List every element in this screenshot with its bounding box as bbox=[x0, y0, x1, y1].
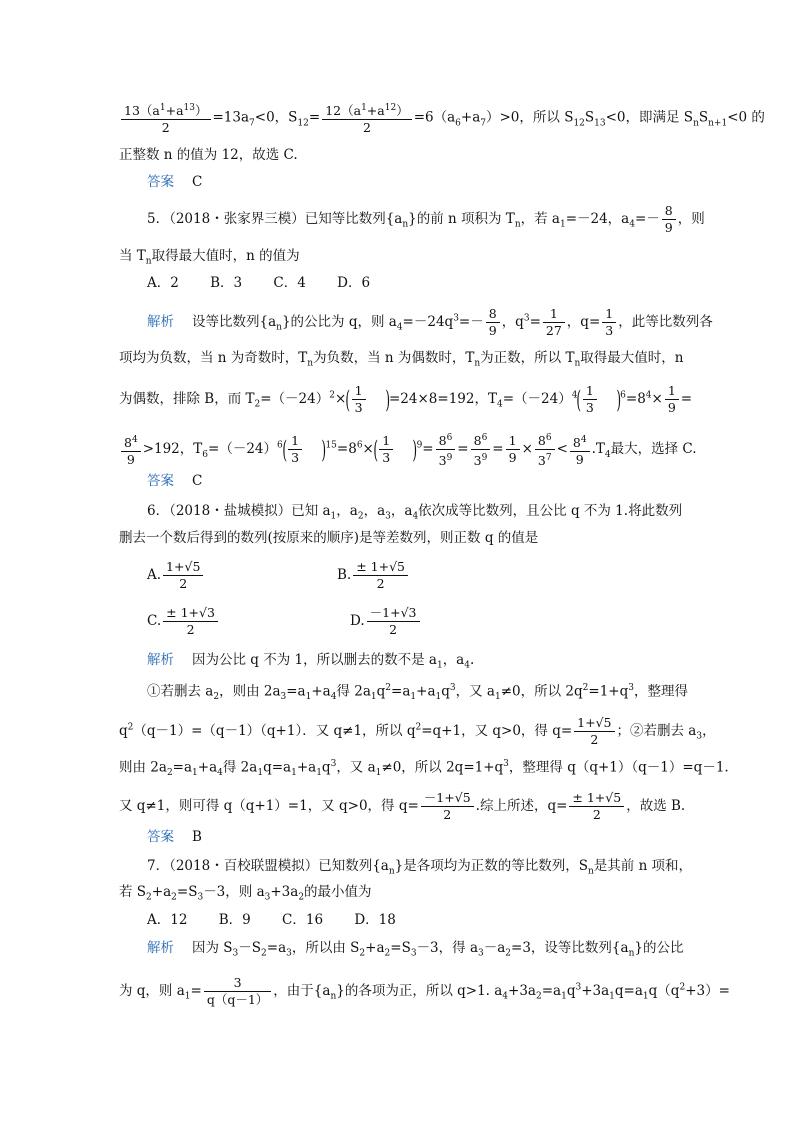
solution-5-line-2: 项均为负数，当 n 为奇数时，$T_n$为负数，当 n 为偶数时，$T_n$为正数，所以 $T_n$取得最大值时，n bbox=[119, 350, 684, 369]
fraction: $\frac{8^4}{9}$ bbox=[570, 432, 590, 468]
fraction: $\frac{8^6}{3^7}$ bbox=[535, 430, 555, 469]
solution-6-line-4: 则由 $2a_2=a_1+a_4$得 $2a_1q=a_1+a_1q^3$，又 $a_1\ne 0$，所以 $2q=1+q^3$，整理得 q（q+1）（q－1）=q－1. bbox=[119, 759, 729, 779]
fraction: $\frac{1+√5}{2}$ bbox=[574, 715, 614, 748]
question-5-line-1: 5．（2018・张家界三模）已知等比数列$\{a_n\}$的前 n 项积为 $T_n$，若 $a_1=-24$，$a_4=-$ $\frac{8}{9}$ ，则 bbox=[147, 203, 705, 235]
fraction: $\frac{1}{9}$ bbox=[665, 383, 679, 416]
explanation-label: 解析 bbox=[147, 652, 174, 668]
fraction: $\frac{-1+√5}{2}$ bbox=[421, 790, 474, 823]
fraction: $\frac{8}{9}$ bbox=[486, 306, 500, 339]
option-c: C. $\frac{\pm 1+√3}{2}$ bbox=[147, 605, 220, 638]
solution-5-line-1: 解析 设等比数列$\{a_n\}$的公比为 q，则 $a_4=-24q^3=-$ $\frac{8}{9}$ ，$q^3=$ $\frac{1}{27}$ ，q= $\frac{1}{3}$ ，此等比数列各 bbox=[147, 306, 713, 338]
solution-7-line-1: 解析 因为 $S_3-S_2=a_3$，所以由 $S_2+a_2=S_3-3$，得 $a_3-a_2=3$，设等比数列$\{a_n\}$的公比 bbox=[147, 940, 684, 959]
question-7-line-1: 7．（2018・百校联盟模拟）已知数列$\{a_n\}$是各项均为正数的等比数列，$S_n$是其前 n 项和， bbox=[147, 858, 693, 877]
question-7-options: A．12 B．9 C．16 D．18 bbox=[147, 912, 396, 928]
solution-4-line-2: 正整数 n 的值为 12，故选 C. bbox=[119, 147, 298, 163]
explanation-label: 解析 bbox=[147, 940, 174, 956]
fraction: $\frac{8^4}{9}$ bbox=[121, 432, 141, 468]
question-5-line-2: 当 $T_n$取得最大值时，n 的值为 bbox=[119, 248, 300, 267]
solution-7-line-2: 为 q，则 $a_1=$ $\frac{3}{q(q-1)}$ ，由于$\{a_n\}$的各项为正，所以 q>1. $a_4+3a_2=a_1q^3+3a_1q=a_1q(q^2+3)=$ bbox=[119, 975, 730, 1007]
fraction: $\frac{\pm 1+√3}{2}$ bbox=[163, 605, 218, 638]
solution-6-line-3: $q^2(q-1)=(q-1)(q+1)$．又 q≠1，所以 $q^2=q+1$，又 q>0，得 q= $\frac{1+√5}{2}$ ；②若删去 $a_3$， bbox=[119, 715, 716, 747]
option-d: D. $\frac{-1+√3}{2}$ bbox=[350, 605, 422, 638]
fraction: $\frac{1}{27}$ bbox=[543, 306, 565, 339]
solution-6-line-2: ①若删去 $a_2$，则由 $2a_3=a_1+a_4$得 $2a_1q^2=a_1+a_1q^3$，又 $a_1\ne 0$，所以 $2q^2=1+q^3$，整理得 bbox=[147, 683, 688, 703]
solution-6-line-5: 又 q≠1，则可得 q（q+1）=1，又 q>0，得 q= $\frac{-1+√5}{2}$ .综上所述，q= $\frac{\pm 1+√5}{2}$ ，故选 B. bbox=[119, 790, 686, 822]
answer-6: 答案 B bbox=[147, 829, 202, 845]
fraction: $\frac{8}{9}$ bbox=[662, 203, 676, 236]
fraction: $\frac{12(a^1+a^{12})}{2}$ bbox=[322, 100, 412, 136]
fraction: $\frac{1}{3}$ bbox=[352, 383, 366, 416]
fraction: $\frac{\pm 1+√5}{2}$ bbox=[569, 790, 624, 823]
fraction: $\frac{1}{9}$ bbox=[506, 433, 520, 466]
answer-label: 答案 bbox=[147, 473, 174, 489]
question-6-line-2: 删去一个数后得到的数列(按原来的顺序)是等差数列，则正数 q 的值是 bbox=[119, 530, 539, 546]
answer-label: 答案 bbox=[147, 829, 174, 845]
question-6-line-1: 6．（2018・盐城模拟）已知 $a_1$，$a_2$，$a_3$，$a_4$依次成等比数列，且公比 q 不为 1.将此数列 bbox=[147, 503, 683, 522]
solution-5-line-4: $\frac{8^4}{9}$ >192，$T_6=(-24)^6$( $\frac{1}{3}$ )$^{15}=8^6\times$( $\frac{1}{3}$ )$^9$= $\frac{8^6}{3^9}$ = $\frac{8^6}{3^9}$ = $\frac{1}{9}$ × $\frac{8^6}{3^7}$ < $\frac{8^4}{9}$ $.T_4$最大，选择 C. bbox=[119, 430, 697, 469]
answer-label: 答案 bbox=[147, 174, 174, 190]
fraction: $\frac{-1+√3}{2}$ bbox=[367, 605, 420, 638]
option-a: A. $\frac{1+√5}{2}$ bbox=[147, 559, 205, 592]
fraction: $\frac{1}{3}$ bbox=[602, 306, 616, 339]
solution-4-line-1: $\frac{13(a^1+a^{13})}{2}$ $=13a_7<0$，$S_{12}=$ $\frac{12(a^1+a^{12})}{2}$ $=6(a_6+a_7)>0$，所以 $S_{12}S_{13}<0$，即满足 $S_nS_{n+1}<0$ 的 bbox=[119, 100, 765, 136]
explanation-label: 解析 bbox=[147, 314, 174, 330]
fraction: $\frac{3}{q(q-1)}$ bbox=[204, 975, 271, 1008]
solution-6-line-1: 解析 因为公比 q 不为 1，所以删去的数不是 $a_1$，$a_4$. bbox=[147, 652, 475, 671]
fraction: $\frac{8^6}{3^9}$ bbox=[471, 430, 491, 469]
question-5-options: A．2 B．3 C．4 D．6 bbox=[147, 275, 371, 291]
answer-4: 答案 C bbox=[147, 174, 203, 190]
fraction: $\frac{1}{3}$ bbox=[583, 383, 597, 416]
fraction: $\frac{1}{3}$ bbox=[379, 433, 393, 466]
fraction: $\frac{\pm 1+√5}{2}$ bbox=[353, 559, 408, 592]
answer-5: 答案 C bbox=[147, 473, 203, 489]
fraction: $\frac{13(a^1+a^{13})}{2}$ bbox=[121, 100, 211, 136]
option-b: B. $\frac{\pm 1+√5}{2}$ bbox=[337, 559, 410, 592]
solution-5-line-3: 为偶数，排除 B，而 $T_2=(-24)^2\times$( $\frac{1}{3}$ )=24×8=192，$T_4=(-24)^4$( $\frac{1}{3}$ )$^6=8^4\times$ $\frac{1}{9}$ = bbox=[119, 383, 693, 415]
question-7-line-2: 若 $S_2+a_2=S_3-3$，则 $a_3+3a_2$的最小值为 bbox=[119, 884, 372, 903]
fraction: $\frac{1+√5}{2}$ bbox=[163, 559, 203, 592]
fraction: $\frac{1}{3}$ bbox=[288, 433, 302, 466]
fraction: $\frac{8^6}{3^9}$ bbox=[436, 430, 456, 469]
